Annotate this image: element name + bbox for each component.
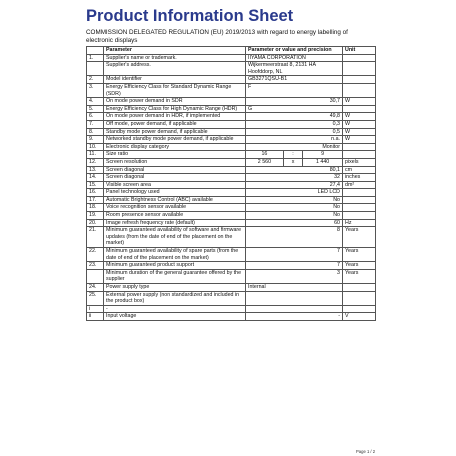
row-number: 7. bbox=[87, 120, 104, 128]
row-value: LED LCD bbox=[246, 189, 343, 197]
header-unit: Unit bbox=[343, 47, 376, 55]
row-number: i bbox=[87, 305, 104, 313]
row-value: 0,3 bbox=[246, 120, 343, 128]
table-row bbox=[87, 291, 376, 305]
page-title: Product Information Sheet bbox=[86, 7, 294, 25]
row-parameter: Minimum duration of the general guarantee offered by the supplier bbox=[104, 269, 246, 283]
row-parameter: Power supply type bbox=[104, 284, 246, 292]
row-unit bbox=[343, 204, 376, 212]
row-value: No bbox=[246, 212, 343, 220]
table-row bbox=[87, 174, 376, 182]
row-number: 9. bbox=[87, 136, 104, 144]
row-value: No bbox=[246, 204, 343, 212]
row-unit: W bbox=[343, 113, 376, 121]
row-unit bbox=[343, 62, 376, 76]
row-value: 0,5 bbox=[246, 128, 343, 136]
row-unit: Years bbox=[343, 262, 376, 270]
row-unit bbox=[343, 284, 376, 292]
row-number: 24. bbox=[87, 284, 104, 292]
row-number: 8. bbox=[87, 128, 104, 136]
table-row bbox=[87, 166, 376, 174]
row-number: 14. bbox=[87, 174, 104, 182]
row-value: G bbox=[246, 105, 343, 113]
table-row bbox=[87, 189, 376, 197]
row-value: IIYAMA CORPORATION bbox=[246, 54, 343, 62]
row-number: 1. bbox=[87, 54, 104, 62]
row-parameter: Model identifier bbox=[104, 76, 246, 84]
row-value: 30,7 bbox=[246, 98, 343, 106]
row-value: 27,4 bbox=[246, 181, 343, 189]
header-num-cell bbox=[87, 47, 104, 55]
row-unit bbox=[343, 196, 376, 204]
value-part-b: 1 440 bbox=[315, 158, 330, 165]
row-value: - bbox=[246, 313, 343, 321]
row-number bbox=[87, 269, 104, 283]
row-parameter: Screen diagonal bbox=[104, 166, 246, 174]
table-row bbox=[87, 120, 376, 128]
row-unit: W bbox=[343, 128, 376, 136]
header-parameter: Parameter bbox=[104, 47, 246, 55]
row-unit bbox=[343, 305, 376, 313]
row-parameter: On mode power demand in SDR bbox=[104, 98, 246, 106]
regulation-subtitle: COMMISSION DELEGATED REGULATION (EU) 2019/2013 with regard to energy labelling of electronic displays bbox=[86, 29, 348, 44]
row-value: 7 bbox=[246, 248, 343, 262]
row-parameter: Minimum guaranteed availability of spare parts (from the date of end of the placement on the market) bbox=[104, 248, 246, 262]
row-parameter: Panel technology used bbox=[104, 189, 246, 197]
table-row bbox=[87, 83, 376, 97]
row-value-pair bbox=[246, 151, 343, 159]
value-part-b: 9 bbox=[321, 151, 325, 158]
row-parameter: Networked standby mode power demand, if applicable bbox=[104, 136, 246, 144]
row-value: GB3271QSU-B1 bbox=[246, 76, 343, 84]
row-number: 2. bbox=[87, 76, 104, 84]
header-value: Parameter or value and precision bbox=[246, 47, 343, 55]
row-unit: Years bbox=[343, 227, 376, 248]
row-value: 7 bbox=[246, 262, 343, 270]
row-unit bbox=[343, 143, 376, 151]
row-unit bbox=[343, 291, 376, 305]
row-unit: W bbox=[343, 120, 376, 128]
table-row bbox=[87, 76, 376, 84]
row-unit: dm² bbox=[343, 181, 376, 189]
value-pair-grid bbox=[246, 151, 342, 158]
table-row bbox=[87, 151, 376, 159]
row-parameter: Energy Efficiency Class for High Dynamic Range (HDR) bbox=[104, 105, 246, 113]
row-unit: cm bbox=[343, 166, 376, 174]
row-unit: pixels bbox=[343, 158, 376, 166]
table-row bbox=[87, 248, 376, 262]
row-parameter: - bbox=[104, 305, 246, 313]
table-row bbox=[87, 262, 376, 270]
row-parameter: Automatic Brightness Control (ABC) available bbox=[104, 196, 246, 204]
value-pair-grid bbox=[246, 159, 342, 166]
value-separator: : bbox=[284, 151, 303, 158]
row-parameter: On mode power demand in HDR, if implemented bbox=[104, 113, 246, 121]
table-row bbox=[87, 113, 376, 121]
table-row bbox=[87, 158, 376, 166]
row-parameter: Voice recognition sensor available bbox=[104, 204, 246, 212]
row-parameter: Screen diagonal bbox=[104, 174, 246, 182]
table-row bbox=[87, 305, 376, 313]
value-part-a: 2 560 bbox=[246, 159, 284, 166]
row-parameter: Supplier's name or trademark. bbox=[104, 54, 246, 62]
row-value: Wijkermeerstraat 8, 2131 HA Hoofddorp, NL bbox=[246, 62, 343, 76]
row-unit: inches bbox=[343, 174, 376, 182]
table-row bbox=[87, 269, 376, 283]
value-separator: x bbox=[284, 159, 303, 166]
row-number: 10. bbox=[87, 143, 104, 151]
row-unit bbox=[343, 212, 376, 220]
row-parameter: Energy Efficiency Class for Standard Dynamic Range (SDR) bbox=[104, 83, 246, 97]
table-row bbox=[87, 143, 376, 151]
row-number: 4. bbox=[87, 98, 104, 106]
row-number: 20. bbox=[87, 219, 104, 227]
row-parameter: Screen resolution bbox=[104, 158, 246, 166]
row-parameter: Minimum guaranteed availability of software and firmware updates (from the date of end of the placement on the market) bbox=[104, 227, 246, 248]
row-value: Monitor bbox=[246, 143, 343, 151]
row-number: 25. bbox=[87, 291, 104, 305]
row-number: 3. bbox=[87, 83, 104, 97]
row-value bbox=[246, 291, 343, 305]
row-parameter: External power supply (non standardized and included in the product box) bbox=[104, 291, 246, 305]
row-unit: Years bbox=[343, 269, 376, 283]
table-row bbox=[87, 313, 376, 321]
table-row bbox=[87, 181, 376, 189]
table-row bbox=[87, 227, 376, 248]
row-number: 19. bbox=[87, 212, 104, 220]
row-unit: Years bbox=[343, 248, 376, 262]
page-number: Page 1 / 2 bbox=[356, 449, 376, 454]
row-number: 22. bbox=[87, 248, 104, 262]
product-info-table-body bbox=[87, 47, 376, 321]
table-row bbox=[87, 219, 376, 227]
row-value: n.a. bbox=[246, 136, 343, 144]
row-unit bbox=[343, 76, 376, 84]
row-number: 5. bbox=[87, 105, 104, 113]
row-value: 8 bbox=[246, 227, 343, 248]
row-parameter: Input voltage bbox=[104, 313, 246, 321]
value-part-a: 16 bbox=[246, 151, 284, 158]
row-value-pair bbox=[246, 158, 343, 166]
row-number: 23. bbox=[87, 262, 104, 270]
row-unit bbox=[343, 151, 376, 159]
row-unit: V bbox=[343, 313, 376, 321]
row-unit bbox=[343, 54, 376, 62]
table-row bbox=[87, 54, 376, 62]
row-value: F bbox=[246, 83, 343, 97]
row-unit: Hz bbox=[343, 219, 376, 227]
row-unit bbox=[343, 105, 376, 113]
row-unit bbox=[343, 83, 376, 97]
row-parameter: Size ratio bbox=[104, 151, 246, 159]
row-value: 32 bbox=[246, 174, 343, 182]
row-value: 49,8 bbox=[246, 113, 343, 121]
row-value: No bbox=[246, 196, 343, 204]
table-header-row bbox=[87, 47, 376, 55]
row-parameter: Visible screen area bbox=[104, 181, 246, 189]
row-parameter: Room presence sensor available bbox=[104, 212, 246, 220]
row-parameter: Supplier's address. bbox=[104, 62, 246, 76]
row-number: 11. bbox=[87, 151, 104, 159]
row-value: 80,1 bbox=[246, 166, 343, 174]
table-row bbox=[87, 136, 376, 144]
row-value: Internal bbox=[246, 284, 343, 292]
row-number: 15. bbox=[87, 181, 104, 189]
row-parameter: Image refresh frequency rate (default) bbox=[104, 219, 246, 227]
row-number: 13. bbox=[87, 166, 104, 174]
table-row bbox=[87, 196, 376, 204]
row-value bbox=[246, 305, 343, 313]
table-row bbox=[87, 212, 376, 220]
row-unit bbox=[343, 189, 376, 197]
row-value: 3 bbox=[246, 269, 343, 283]
row-unit: W bbox=[343, 136, 376, 144]
row-number: 6. bbox=[87, 113, 104, 121]
table-row bbox=[87, 62, 376, 76]
row-number: 12. bbox=[87, 158, 104, 166]
product-info-table bbox=[86, 46, 376, 321]
row-parameter: Minimum guaranteed product support bbox=[104, 262, 246, 270]
table-row bbox=[87, 128, 376, 136]
row-value: 60 bbox=[246, 219, 343, 227]
row-parameter: Standby mode power demand, if applicable bbox=[104, 128, 246, 136]
table-row bbox=[87, 204, 376, 212]
row-parameter: Electronic display category bbox=[104, 143, 246, 151]
row-number: 18. bbox=[87, 204, 104, 212]
table-row bbox=[87, 105, 376, 113]
row-unit: W bbox=[343, 98, 376, 106]
row-number: 16. bbox=[87, 189, 104, 197]
row-number: 17. bbox=[87, 196, 104, 204]
row-parameter: Off mode, power demand, if applicable bbox=[104, 120, 246, 128]
row-number: ii bbox=[87, 313, 104, 321]
table-row bbox=[87, 98, 376, 106]
row-number bbox=[87, 62, 104, 76]
table-row bbox=[87, 284, 376, 292]
row-number: 21. bbox=[87, 227, 104, 248]
